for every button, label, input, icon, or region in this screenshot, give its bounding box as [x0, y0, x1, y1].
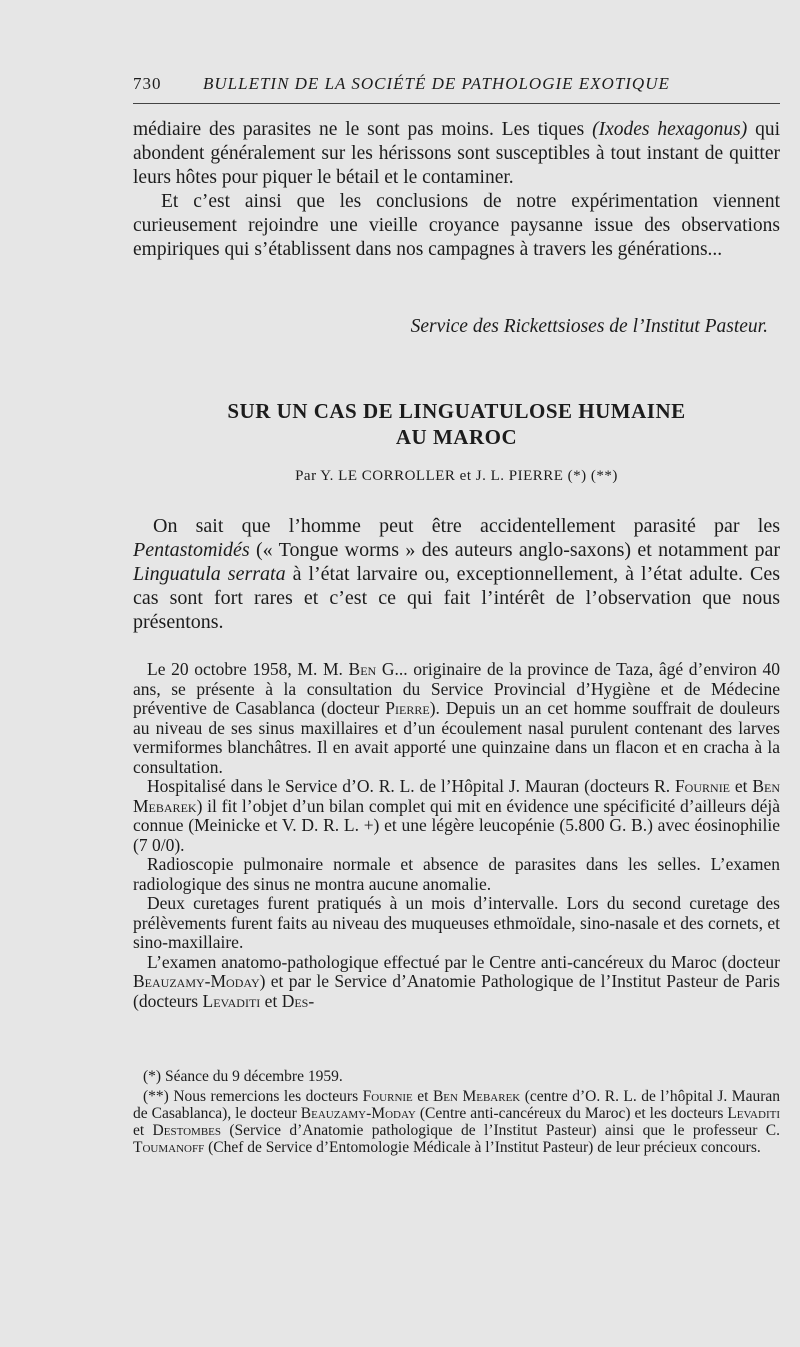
- text-run: ) et par le Service d’Anatomie Pathologique de l’Institut Pasteur de Paris (docteurs: [133, 971, 780, 1011]
- text-run: et: [730, 776, 753, 796]
- footnote-2: [133, 1088, 780, 1156]
- previous-paragraph-1: [133, 118, 780, 190]
- surname: Des-: [281, 990, 315, 1011]
- article-body: [133, 660, 780, 1011]
- text-run: (Centre anti-cancéreux du Maroc) et les docteurs: [415, 1105, 728, 1122]
- institution-signoff: Service des Rickettsioses de l’Institut Pasteur.: [410, 316, 768, 337]
- text-run: (centre d’O. R. L. de l’hôpital J. Mauran de Casablanca), le docteur: [133, 1088, 781, 1122]
- surname: Ben Mebarek: [133, 776, 780, 816]
- abstract-paragraph: [133, 514, 780, 634]
- text-run: On sait que l’homme peut être accidentellement parasité par les: [153, 515, 780, 537]
- text-run: médiaire des parasites ne le sont pas moins. Les tiques: [133, 119, 593, 140]
- body-paragraph-2: [133, 777, 780, 855]
- body-paragraph-5: [133, 953, 780, 1012]
- text-run: et: [133, 1122, 153, 1139]
- article-title-line-2: AU MAROC: [395, 425, 518, 449]
- surname: Beauzamy-Moday: [133, 971, 260, 991]
- footnote-1: (*) Séance du 9 décembre 1959.: [143, 1068, 343, 1085]
- surname: Toumanoff: [133, 1139, 205, 1156]
- text-run: (Chef de Service d’Entomologie Médicale à l’Institut Pasteur) de leur précieux concours.: [204, 1139, 761, 1156]
- body-paragraph-4: Deux curetages furent pratiqués à un mois d’intervalle. Lors du second curetage des prélèvements furent faits au niveau des muqueuses ethmoïdale, sino-nasale et des cornets, et sino-maxillaire.: [133, 893, 780, 952]
- footnotes: [133, 1068, 780, 1156]
- text-run: ) il fit l’objet d’un bilan complet qui mit en évidence une spécificité d’ailleurs déjà connue (Meinicke et V. D. R. L. +) et une légère leucopénie (5.800 G. B.) avec éosinophilie (7 0/0).: [133, 795, 780, 855]
- surname: Ben Mebarek: [432, 1088, 521, 1105]
- article-title: [133, 398, 780, 450]
- article-title-line-1: SUR UN CAS DE LINGUATULOSE HUMAINE: [227, 399, 686, 423]
- text-run: à l’état larvaire ou, exceptionnellement, à l’état adulte. Ces cas sont fort rares et c’est ce qui fait l’intérêt de l’observation que nous présentons.: [133, 563, 780, 633]
- text-run: (**) Nous remercions les docteurs: [143, 1088, 363, 1105]
- text-run: Le 20 octobre 1958, M. M.: [147, 659, 349, 679]
- page-number: 730: [133, 74, 162, 93]
- text-run: Hospitalisé dans le Service d’O. R. L. de l’Hôpital J. Mauran (docteurs R.: [147, 776, 675, 796]
- text-run: ). Depuis un an cet homme souffrait de douleurs au niveau de ses sinus maxillaires et d’un écoulement nasal purulent contenant des larves vermiformes blanchâtres. Il en avait apporté une quinzaine dans un flacon et en cracha à la consultation.: [133, 698, 780, 777]
- taxon-name: Pentastomidés: [133, 539, 250, 561]
- surname: Beauzamy-Moday: [300, 1105, 416, 1122]
- text-run: L’examen anatomo-pathologique effectué par le Centre anti-cancéreux du Maroc (docteur: [147, 951, 780, 972]
- surname: Ben: [348, 659, 377, 679]
- byline: Par Y. LE CORROLLER et J. L. PIERRE (*) (**): [295, 468, 618, 484]
- text-run: et: [260, 990, 282, 1011]
- header-rule: [133, 103, 780, 104]
- previous-article-text: [133, 118, 780, 262]
- text-run: (« Tongue worms » des auteurs anglo-saxons) et notamment par: [249, 539, 780, 561]
- species-name: Linguatula serrata: [133, 563, 286, 585]
- surname: Levaditi: [727, 1105, 780, 1122]
- journal-title: BULLETIN DE LA SOCIÉTÉ DE PATHOLOGIE EXOTIQUE: [203, 74, 670, 93]
- running-head: [133, 74, 778, 94]
- text-run: (Service d’Anatomie pathologique de l’Institut Pasteur) ainsi que le professeur C.: [221, 1122, 780, 1139]
- text-run: et: [412, 1088, 433, 1105]
- surname: Pierre: [385, 698, 430, 718]
- surname: Destombes: [152, 1122, 221, 1139]
- text-run: qui abondent généralement sur les hérissons sont susceptibles à tout instant de quitter leurs hôtes pour piquer le bétail et le contaminer.: [133, 119, 780, 188]
- species-name: (Ixodes hexagonus): [592, 119, 748, 140]
- previous-paragraph-2: Et c’est ainsi que les conclusions de notre expérimentation viennent curieusement rejoindre une vieille croyance paysanne issue des observations empiriques qui s’établissent dans nos campagnes à travers les générations...: [133, 191, 780, 260]
- body-paragraph-1: [133, 660, 780, 777]
- surname: Levaditi: [202, 990, 261, 1011]
- surname: Fournie: [674, 776, 731, 796]
- body-paragraph-3: Radioscopie pulmonaire normale et absence de parasites dans les selles. L’examen radiologique des sinus ne montra aucune anomalie.: [133, 854, 780, 894]
- surname: Fournie: [362, 1088, 413, 1105]
- text-run: G... originaire de la province de Taza, âgé d’environ 40 ans, se présente à la consultation du Service Provincial d’Hygiène et de Médecine préventive de Casablanca (docteur: [133, 659, 780, 718]
- abstract: [133, 514, 780, 634]
